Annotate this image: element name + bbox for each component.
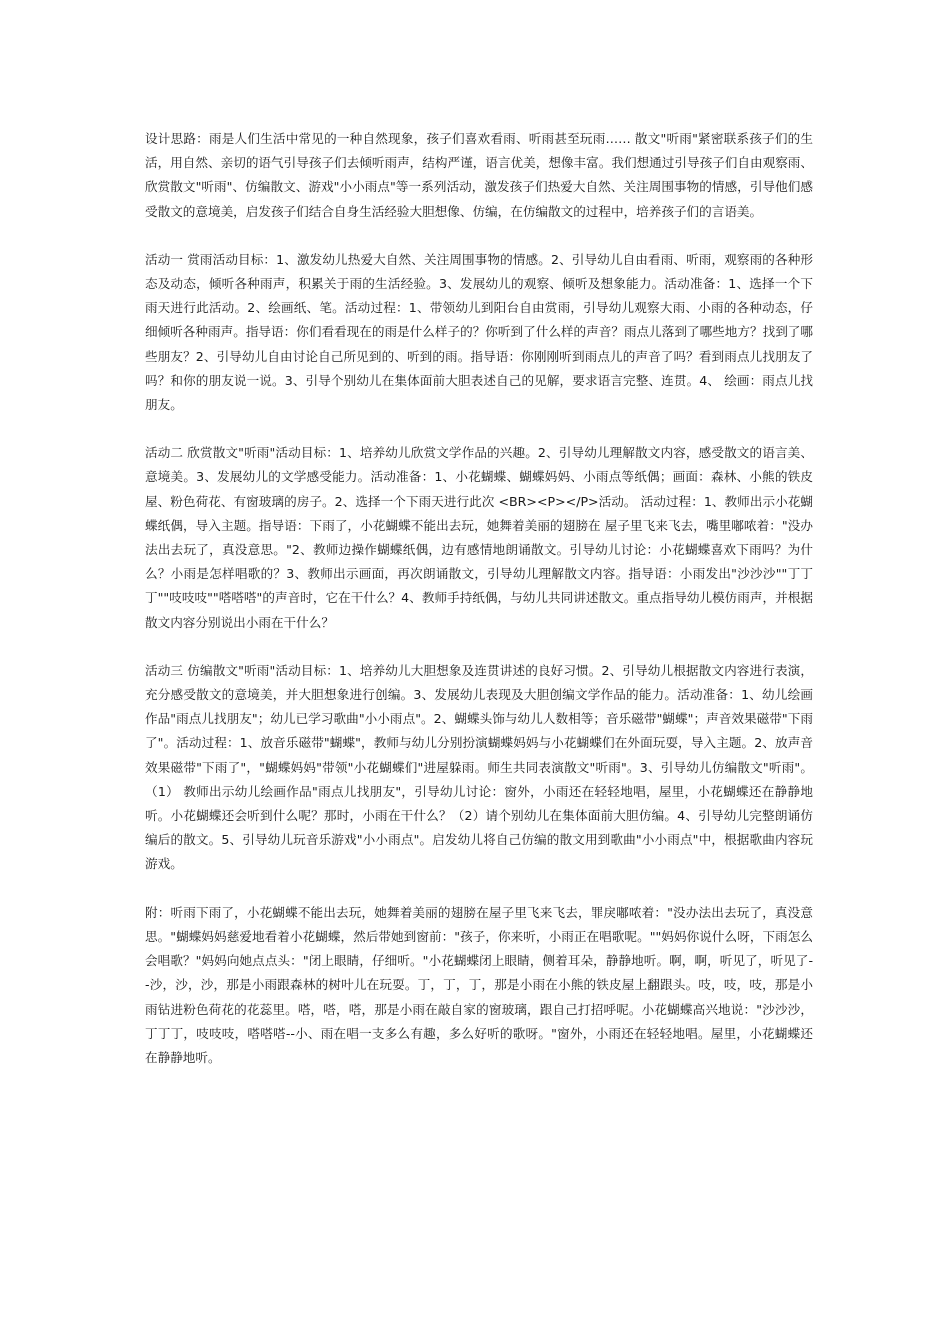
paragraph-design-rationale: 设计思路：雨是人们生活中常见的一种自然现象，孩子们喜欢看雨、听雨甚至玩雨…… 散文"听雨"紧密联系孩子们的生活，用自然、亲切的语气引导孩子们去倾听雨声，结构严谨，语言优美，想像丰富。我们想通过引导孩子们自由观察雨、欣赏散文"听雨"、仿编散文、游戏"小小雨点"等一系列活动，激发孩子们热爱大自然、关注周围事物的情感，引导他们感受散文的意境美，启发孩子们结合自身生活经验大胆想像、仿编，在仿编散文的过程中，培养孩子们的言语美。 (145, 131, 813, 219)
paragraph-appendix-poem: 附：听雨下雨了，小花蝴蝶不能出去玩，她舞着美丽的翅膀在屋子里飞来飞去，罪戾嘟哝着："没办法出去玩了，真没意思。"蝴蝶妈妈慈爱地看着小花蝴蝶，然后带她到窗前："孩子，你来听，小雨正在唱歌呢。""妈妈你说什么呀，下雨怎么会唱歌？"妈妈向她点点头："闭上眼睛，仔细听。"小花蝴蝶闭上眼睛，侧着耳朵，静静地听。啊，啊，听见了，听见了--沙，沙，沙，那是小雨跟森林的树叶儿在玩耍。丁，丁，丁，那是小雨在小熊的铁皮屋上翻跟头。吱，吱，吱，那是小雨钻进粉色荷花的花蕊里。嗒，嗒，嗒，那是小雨在敲自家的窗玻璃，跟自己打招呼呢。小花蝴蝶高兴地说："沙沙沙，丁丁丁，吱吱吱，嗒嗒嗒--小、雨在唱一支多么有趣，多么好听的歌呀。"窗外，小雨还在轻轻地唱。屋里，小花蝴蝶还在静静地听。 (145, 904, 813, 1065)
paragraph-activity-two: 活动二 欣赏散文"听雨"活动目标：1、培养幼儿欣赏文学作品的兴趣。2、引导幼儿理解散文内容，感受散文的语言美、意境美。3、发展幼儿的文学感受能力。活动准备：1、小花蝴蝶、蝴蝶妈妈、小雨点等纸偶；画面：森林、小熊的铁皮屋、粉色荷花、有窗玻璃的房子。2、选择一个下雨天进行此次 <BR><P></P>活动。 活动过程：1、教师出示小花蝴蝶纸偶，导入主题。指导语：下雨了，小花蝴蝶不能出去玩，她舞着美丽的翅膀在 屋子里飞来飞去，嘴里嘟哝着："没办法出去玩了，真没意思。"2、教师边操作蝴蝶纸偶，边有感情地朗诵散文。引导幼儿讨论：小花蝴蝶喜欢下雨吗？为什么？小雨是怎样唱歌的？3、教师出示画面，再次朗诵散文，引导幼儿理解散文内容。指导语：小雨发出"沙沙沙""丁丁丁""吱吱吱""嗒嗒嗒"的声音时，它在干什么？4、教师手持纸偶，与幼儿共同讲述散文。重点指导幼儿模仿雨声，并根据散文内容分别说出小雨在干什么？ (145, 445, 813, 630)
paragraph-activity-three: 活动三 仿编散文"听雨"活动目标：1、培养幼儿大胆想象及连贯讲述的良好习惯。2、引导幼儿根据散文内容进行表演，充分感受散文的意境美，并大胆想象进行创编。3、发展幼儿表现及大胆创编文学作品的能力。活动准备：1、幼儿绘画作品"雨点儿找朋友"；幼儿已学习歌曲"小小雨点"。2、蝴蝶头饰与幼儿人数相等；音乐磁带"蝴蝶"；声音效果磁带"下雨了"。活动过程：1、放音乐磁带"蝴蝶"，教师与幼儿分别扮演蝴蝶妈妈与小花蝴蝶们在外面玩耍，导入主题。2、放声音效果磁带"下雨了"，"蝴蝶妈妈"带领"小花蝴蝶们"进屋躲雨。师生共同表演散文"听雨"。3、引导幼儿仿编散文"听雨"。（1） 教师出示幼儿绘画作品"雨点儿找朋友"，引导幼儿讨论：窗外，小雨还在轻轻地唱，屋里，小花蝴蝶还在静静地听。小花蝴蝶还会听到什么呢？那时，小雨在干什么？（2）请个别幼儿在集体面前大胆仿编。4、引导幼儿完整朗诵仿编后的散文。5、引导幼儿玩音乐游戏"小小雨点"。启发幼儿将自己仿编的散文用到歌曲"小小雨点"中，根据歌曲内容玩游戏。 (145, 662, 813, 872)
document-body (145, 127, 813, 1070)
paragraph-activity-one: 活动一 赏雨活动目标：1、激发幼儿热爱大自然、关注周围事物的情感。2、引导幼儿自由看雨、听雨，观察雨的各种形态及动态，倾听各种雨声，积累关于雨的生活经验。3、发展幼儿的观察、倾听及想象能力。活动准备：1、选择一个下雨天进行此活动。2、绘画纸、笔。活动过程：1、带领幼儿到阳台自由赏雨，引导幼儿观察大雨、小雨的各种动态，仔细倾听各种雨声。指导语：你们看看现在的雨是什么样子的？你听到了什么样的声音？雨点儿落到了哪些地方？找到了哪些朋友？2、引导幼儿自由讨论自己所见到的、听到的雨。指导语：你刚刚听到雨点儿的声音了吗？看到雨点儿找朋友了吗？和你的朋友说一说。3、引导个别幼儿在集体面前大胆表述自己的见解，要求语言完整、连贯。4、 绘画：雨点儿找朋友。 (145, 251, 813, 413)
